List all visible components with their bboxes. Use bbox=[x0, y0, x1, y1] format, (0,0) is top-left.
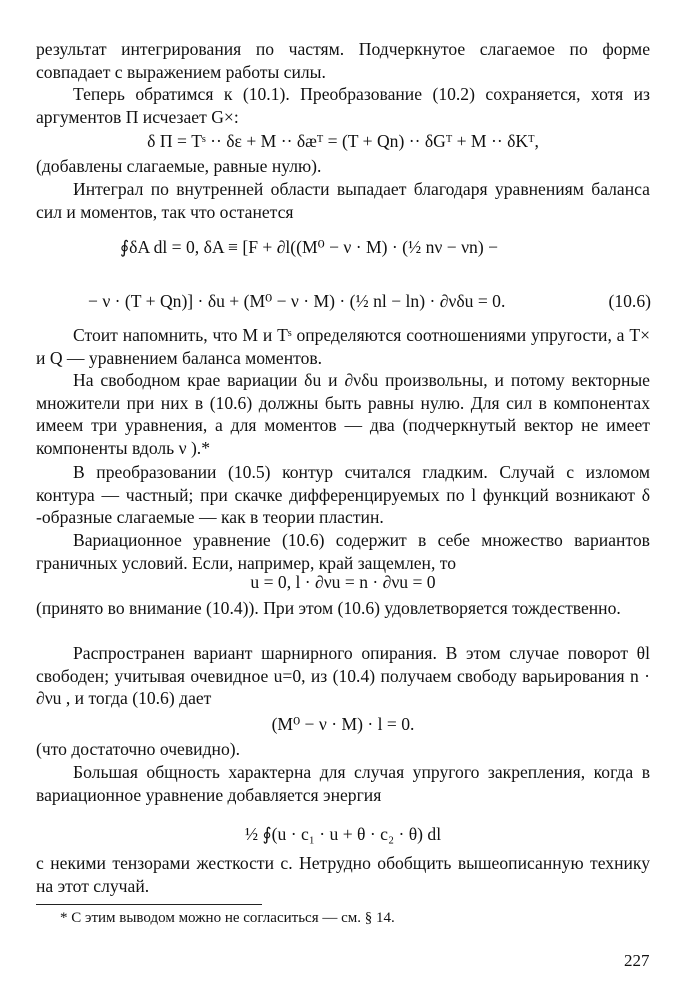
paragraph-1: результат интегрирования по частям. Подчеркнутое слагаемое по форме совпадает с выражением работы силы. bbox=[36, 39, 650, 82]
paragraph-5: Стоит напомнить, что M и Tˢ определяются соотношениями упругости, а T× и Q — уравнением баланса моментов. bbox=[36, 325, 650, 368]
equation-clamped: u = 0, l · ∂νu = n · ∂νu = 0 bbox=[250, 572, 436, 592]
paragraph-7: В преобразовании (10.5) контур считался гладким. Случай с изломом контура — частный; при скачке дифференцируемых по l функций возникают δ -образные слагаемые — как в теории пластин. bbox=[36, 462, 650, 527]
footnote-rule bbox=[36, 904, 262, 905]
paragraph-3: (добавлены слагаемые, равные нулю). bbox=[36, 156, 322, 176]
paragraph-2: Теперь обратимся к (10.1). Преобразование (10.2) сохраняется, хотя из аргументов П исчезает G×: bbox=[36, 84, 650, 127]
paragraph-8: Вариационное уравнение (10.6) содержит в себе множество вариантов граничных условий. Если, например, край защемлен, то bbox=[36, 530, 650, 573]
equation-number: (10.6) bbox=[608, 291, 651, 311]
paragraph-4: Интеграл по внутренней области выпадает благодаря уравнениям баланса сил и моментов, так что останется bbox=[36, 179, 650, 222]
paragraph-6: На свободном крае вариации δu и ∂νδu произвольны, и потому векторные множители при них в (10.6) должны быть равны нулю. Для сил в компонентах имеем три уравнения, а для моментов — два (подчеркнутый вектор не имеет компоненты вдоль ν ).* bbox=[36, 370, 650, 458]
paragraph-13: с некими тензорами жесткости c. Нетрудно обобщить вышеописанную технику на этот случай. bbox=[36, 853, 650, 896]
paragraph-11: (что достаточно очевидно). bbox=[36, 739, 241, 759]
paragraph-10: Распространен вариант шарнирного опирания. В этом случае поворот θl свободен; учитывая очевидное u=0, из (10.4) получаем свободу варьирования n · ∂νu , и тогда (10.6) дает bbox=[36, 643, 650, 708]
paragraph-12: Большая общность характерна для случая упругого закрепления, когда в вариационное уравнение добавляется энергия bbox=[36, 762, 650, 805]
paragraph-9: (принято во внимание (10.4)). При этом (10.6) удовлетворяется тождественно. bbox=[36, 598, 621, 618]
equation-variation: − ν · (T + Qn)] · δu + (M⁰ − ν · M) · (½ nl − ln) · ∂νδu = 0. bbox=[88, 291, 506, 311]
equation-contour-integral: ∮δA dl = 0, δA ≡ [F + ∂l((M⁰ − ν · M) · (½ nν − νn) − bbox=[120, 237, 499, 257]
footnote: * С этим выводом можно не согласиться — см. § 14. bbox=[60, 910, 395, 926]
equation-hinged: (M⁰ − ν · M) · l = 0. bbox=[271, 714, 415, 734]
equation-delta-pi: δ П = Tˢ ·· δε + M ·· δæᵀ = (T + Qn) ·· δGᵀ + M ·· δKᵀ, bbox=[147, 131, 539, 151]
equation-energy: ½ ∮(u · c₁ · u + θ · c₂ · θ) dl bbox=[244, 824, 442, 844]
page-number: 227 bbox=[624, 951, 650, 970]
